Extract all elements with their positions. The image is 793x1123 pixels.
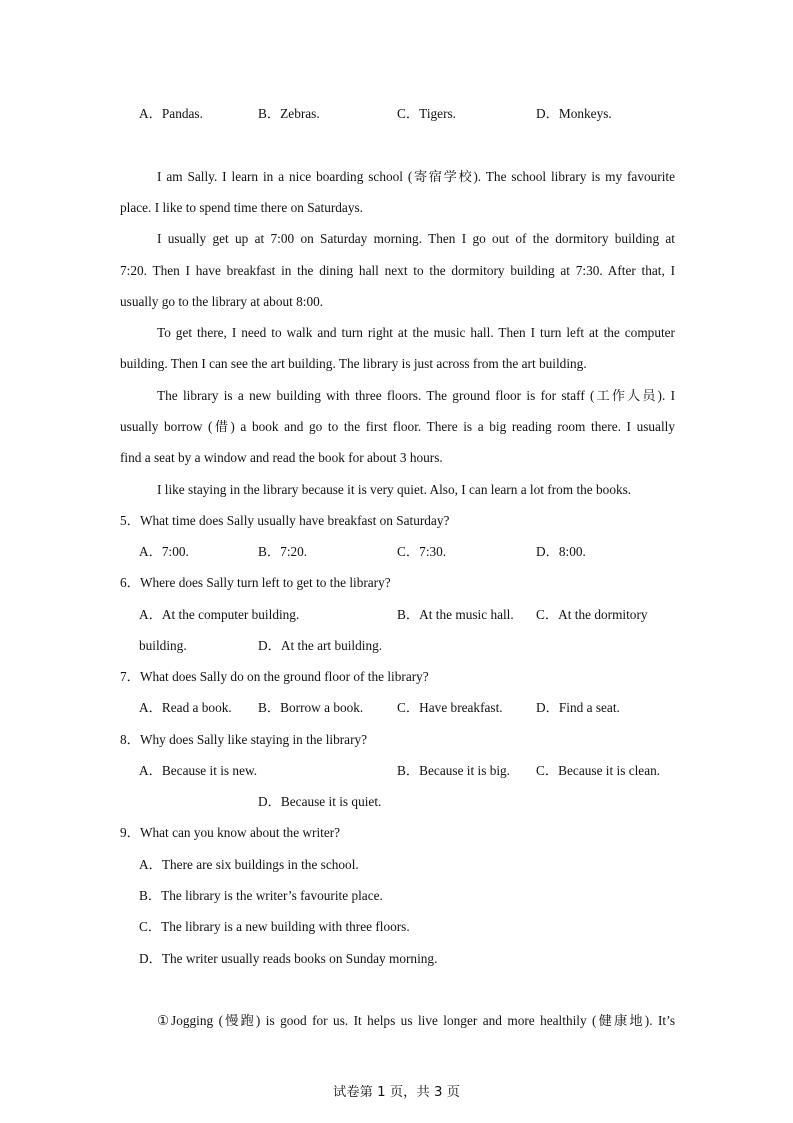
passage-line: place. I like to spend time there on Saturdays. (120, 200, 363, 215)
question-stem: 5．What time does Sally usually have breakfast on Saturday? (120, 513, 450, 528)
passage-line: To get there, I need to walk and turn right at the music hall. Then I turn left at the computer (157, 325, 675, 340)
option-c[interactable]: C．The library is a new building with three floors. (139, 919, 410, 934)
option-b[interactable]: B．At the music hall. (397, 607, 514, 622)
option-d[interactable]: D．Because it is quiet. (258, 794, 382, 809)
option-a[interactable]: A．There are six buildings in the school. (139, 857, 359, 872)
question-stem: 6．Where does Sally turn left to get to the library? (120, 575, 391, 590)
passage-line: usually go to the library at about 8:00. (120, 294, 324, 309)
option-c[interactable]: C．Because it is clean. (536, 763, 661, 778)
passage-line: I usually get up at 7:00 on Saturday morning. Then I go out of the dormitory building at (157, 231, 675, 246)
passage-line: usually borrow (借) a book and go to the first floor. There is a big reading room there. I usually (120, 419, 675, 434)
question-stem: 8．Why does Sally like staying in the library? (120, 732, 368, 747)
option-d[interactable]: D．At the art building. (258, 638, 383, 653)
option-b[interactable]: B．Because it is big. (397, 763, 511, 778)
passage-line: I am Sally. I learn in a nice boarding school (寄宿学校). The school library is my favourite (157, 169, 675, 184)
option-c[interactable]: C．At the dormitory (536, 607, 648, 622)
prev-option-c: C．Tigers. (397, 106, 456, 121)
next-passage-line: ①Jogging (慢跑) is good for us. It helps us live longer and more healthily (健康地). It’s (157, 1013, 675, 1028)
option-b[interactable]: B．Borrow a book. (258, 700, 364, 715)
option-c-continued: building. (139, 638, 187, 653)
option-c[interactable]: C．7:30. (397, 544, 447, 559)
passage-line: The library is a new building with three floors. The ground floor is for staff (工作人员). I (157, 388, 675, 403)
page-footer: 试卷第 1 页，共 3 页 (333, 1085, 460, 1100)
passage-line: building. Then I can see the art building. The library is just across from the art building. (120, 356, 587, 371)
passage-line: 7:20. Then I have breakfast in the dining hall next to the dormitory building at 7:30. After that, I (120, 263, 675, 278)
option-a[interactable]: A．At the computer building. (139, 607, 300, 622)
option-b[interactable]: B．7:20. (258, 544, 308, 559)
option-a[interactable]: A．Read a book. (139, 700, 232, 715)
option-d[interactable]: D．8:00. (536, 544, 586, 559)
question-stem: 9．What can you know about the writer? (120, 825, 341, 840)
prev-option-d: D．Monkeys. (536, 106, 612, 121)
passage-line: find a seat by a window and read the book for about 3 hours. (120, 450, 443, 465)
option-c[interactable]: C．Have breakfast. (397, 700, 503, 715)
question-stem: 7．What does Sally do on the ground floor of the library? (120, 669, 429, 684)
option-d[interactable]: D．The writer usually reads books on Sunday morning. (139, 951, 438, 966)
option-d[interactable]: D．Find a seat. (536, 700, 620, 715)
option-a[interactable]: A．Because it is new. (139, 763, 258, 778)
prev-option-a: A．Pandas. (139, 106, 203, 121)
passage-line: I like staying in the library because it is very quiet. Also, I can learn a lot from the books. (157, 482, 632, 497)
option-b[interactable]: B．The library is the writer’s favourite place. (139, 888, 383, 903)
option-a[interactable]: A．7:00. (139, 544, 189, 559)
prev-option-b: B．Zebras. (258, 106, 320, 121)
